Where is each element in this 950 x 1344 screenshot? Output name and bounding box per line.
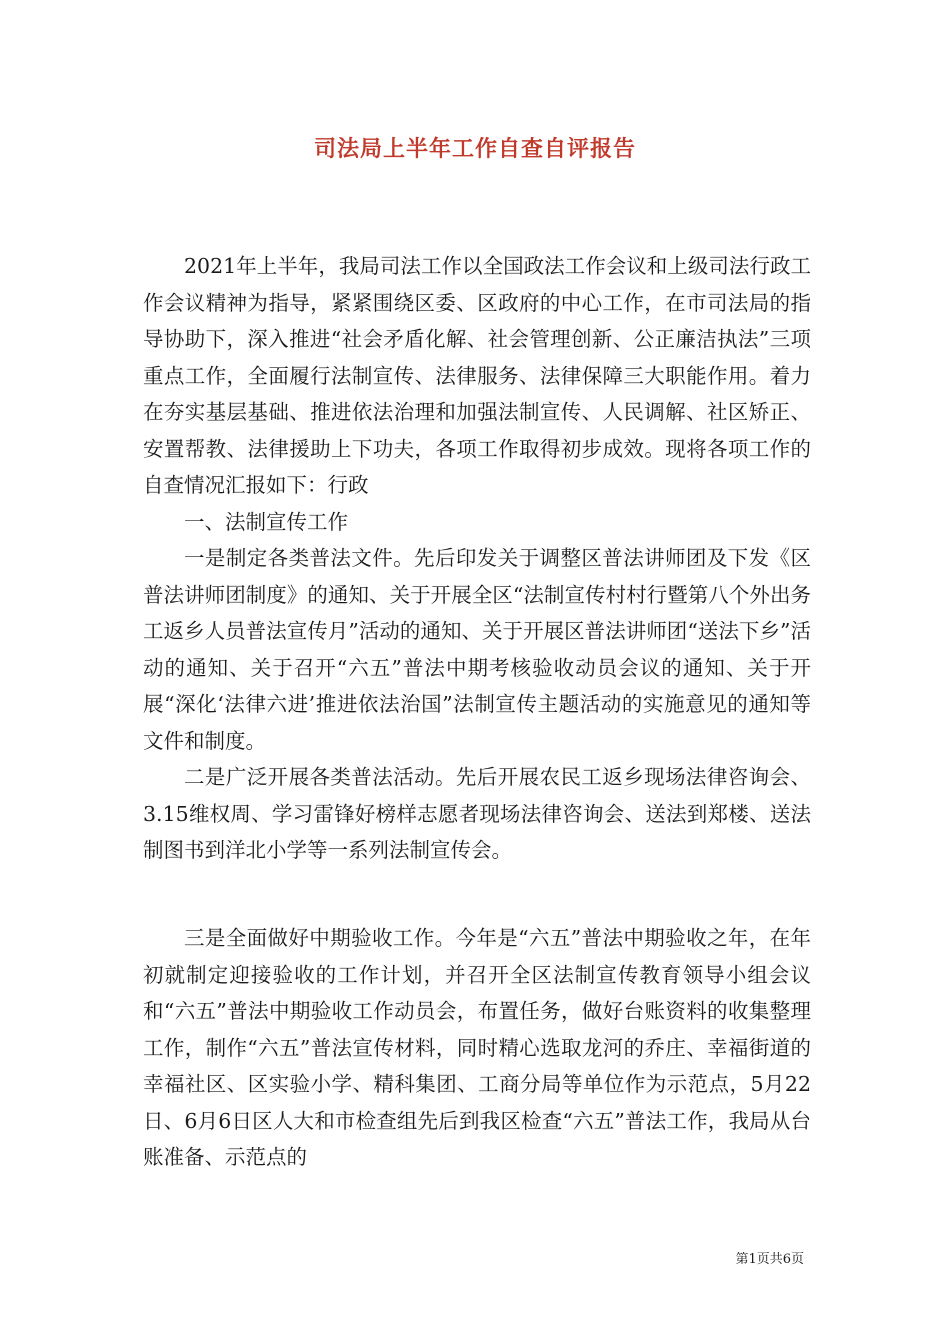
document-body	[143, 248, 811, 869]
intro-paragraph: 2021年上半年，我局司法工作以全国政法工作会议和上级司法行政工作会议精神为指导，紧紧围绕区委、区政府的中心工作，在市司法局的指导协助下，深入推进“社会矛盾化解、社会管理创新、公正廉洁执法”三项重点工作，全面履行法制宣传、法律服务、法律保障三大职能作用。着力在夯实基层基础、推进依法治理和加强法制宣传、人民调解、社区矫正、安置帮教、法律援助上下功夫，各项工作取得初步成效。现将各项工作的自查情况汇报如下：行政	[143, 254, 811, 497]
section-heading: 一、法制宣传工作	[184, 509, 348, 534]
item-paragraph-3: 三是全面做好中期验收工作。今年是“六五”普法中期验收之年，在年初就制定迎接验收的工作计划，并召开全区法制宣传教育领导小组会议和“六五”普法中期验收工作动员会，布置任务，做好台账资料的收集整理工作，制作“六五”普法宣传材料，同时精心选取龙河的乔庄、幸福街道的幸福社区、区实验小学、精科集团、工商分局等单位作为示范点，5月22日、6月6日区人大和市检查组先后到我区检查“六五”普法工作，我局从台账准备、示范点的	[143, 926, 811, 1169]
item-paragraph-2: 二是广泛开展各类普法活动。先后开展农民工返乡现场法律咨询会、3.15维权周、学习雷锋好榜样志愿者现场法律咨询会、送法到郑楼、送法制图书到洋北小学等一系列法制宣传会。	[143, 765, 811, 862]
page-number: 第1页共6页	[735, 1252, 804, 1267]
item-paragraph-1: 一是制定各类普法文件。先后印发关于调整区普法讲师团及下发《区普法讲师团制度》的通知、关于开展全区“法制宣传村村行暨第八个外出务工返乡人员普法宣传月”活动的通知、关于开展区普法讲师团“送法下乡”活动的通知、关于召开“六五”普法中期考核验收动员会议的通知、关于开展“深化‘法律六进’推进依法治国”法制宣传主题活动的实施意见的通知等文件和制度。	[143, 546, 811, 753]
page-title: 司法局上半年工作自查自评报告	[313, 137, 636, 162]
document-body-continued	[143, 920, 811, 1176]
